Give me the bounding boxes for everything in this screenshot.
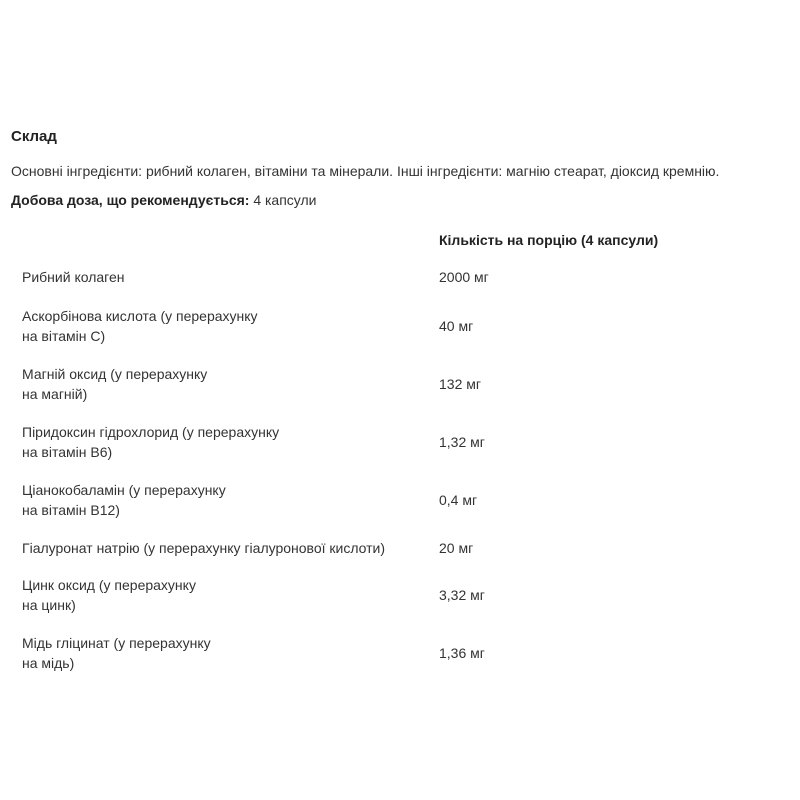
ingredient-amount: 20 мг bbox=[439, 540, 474, 556]
ingredient-name: Цинк оксид (у перерахунку на цинк) bbox=[22, 577, 196, 613]
ingredient-amount: 1,32 мг bbox=[439, 434, 485, 450]
ingredient-name: Гіалуронат натрію (у перерахунку гіалуронової кислоти) bbox=[22, 540, 386, 556]
section-title: Склад bbox=[11, 128, 57, 145]
ingredient-amount: 3,32 мг bbox=[439, 587, 485, 603]
ingredient-amount: 1,36 мг bbox=[439, 645, 485, 661]
table-header-amount: Кількість на порцію (4 капсули) bbox=[439, 232, 659, 248]
ingredient-name: Мідь гліцинат (у перерахунку на мідь) bbox=[22, 635, 211, 671]
ingredient-name: Магній оксид (у перерахунку на магній) bbox=[22, 366, 208, 402]
ingredient-name: Піридоксин гідрохлорид (у перерахунку на вітамін В6) bbox=[22, 424, 280, 460]
ingredient-amount: 132 мг bbox=[439, 376, 481, 392]
dose-label: Добова доза, що рекомендується: bbox=[11, 192, 250, 208]
ingredients-text: Основні інгредієнти: рибний колаген, вітаміни та мінерали. Інші інгредієнти: магнію стеарат, діоксид кремнію. bbox=[11, 163, 720, 179]
ingredient-amount: 40 мг bbox=[439, 318, 474, 334]
dose-value: 4 капсули bbox=[249, 192, 317, 208]
ingredient-name: Рибний колаген bbox=[22, 269, 125, 285]
ingredient-name: Аскорбінова кислота (у перерахунку на вітамін С) bbox=[22, 308, 258, 344]
ingredient-amount: 0,4 мг bbox=[439, 492, 478, 508]
recommended-dose bbox=[11, 192, 316, 208]
ingredient-name: Ціанокобаламін (у перерахунку на вітамін В12) bbox=[22, 482, 226, 518]
ingredient-amount: 2000 мг bbox=[439, 269, 489, 285]
